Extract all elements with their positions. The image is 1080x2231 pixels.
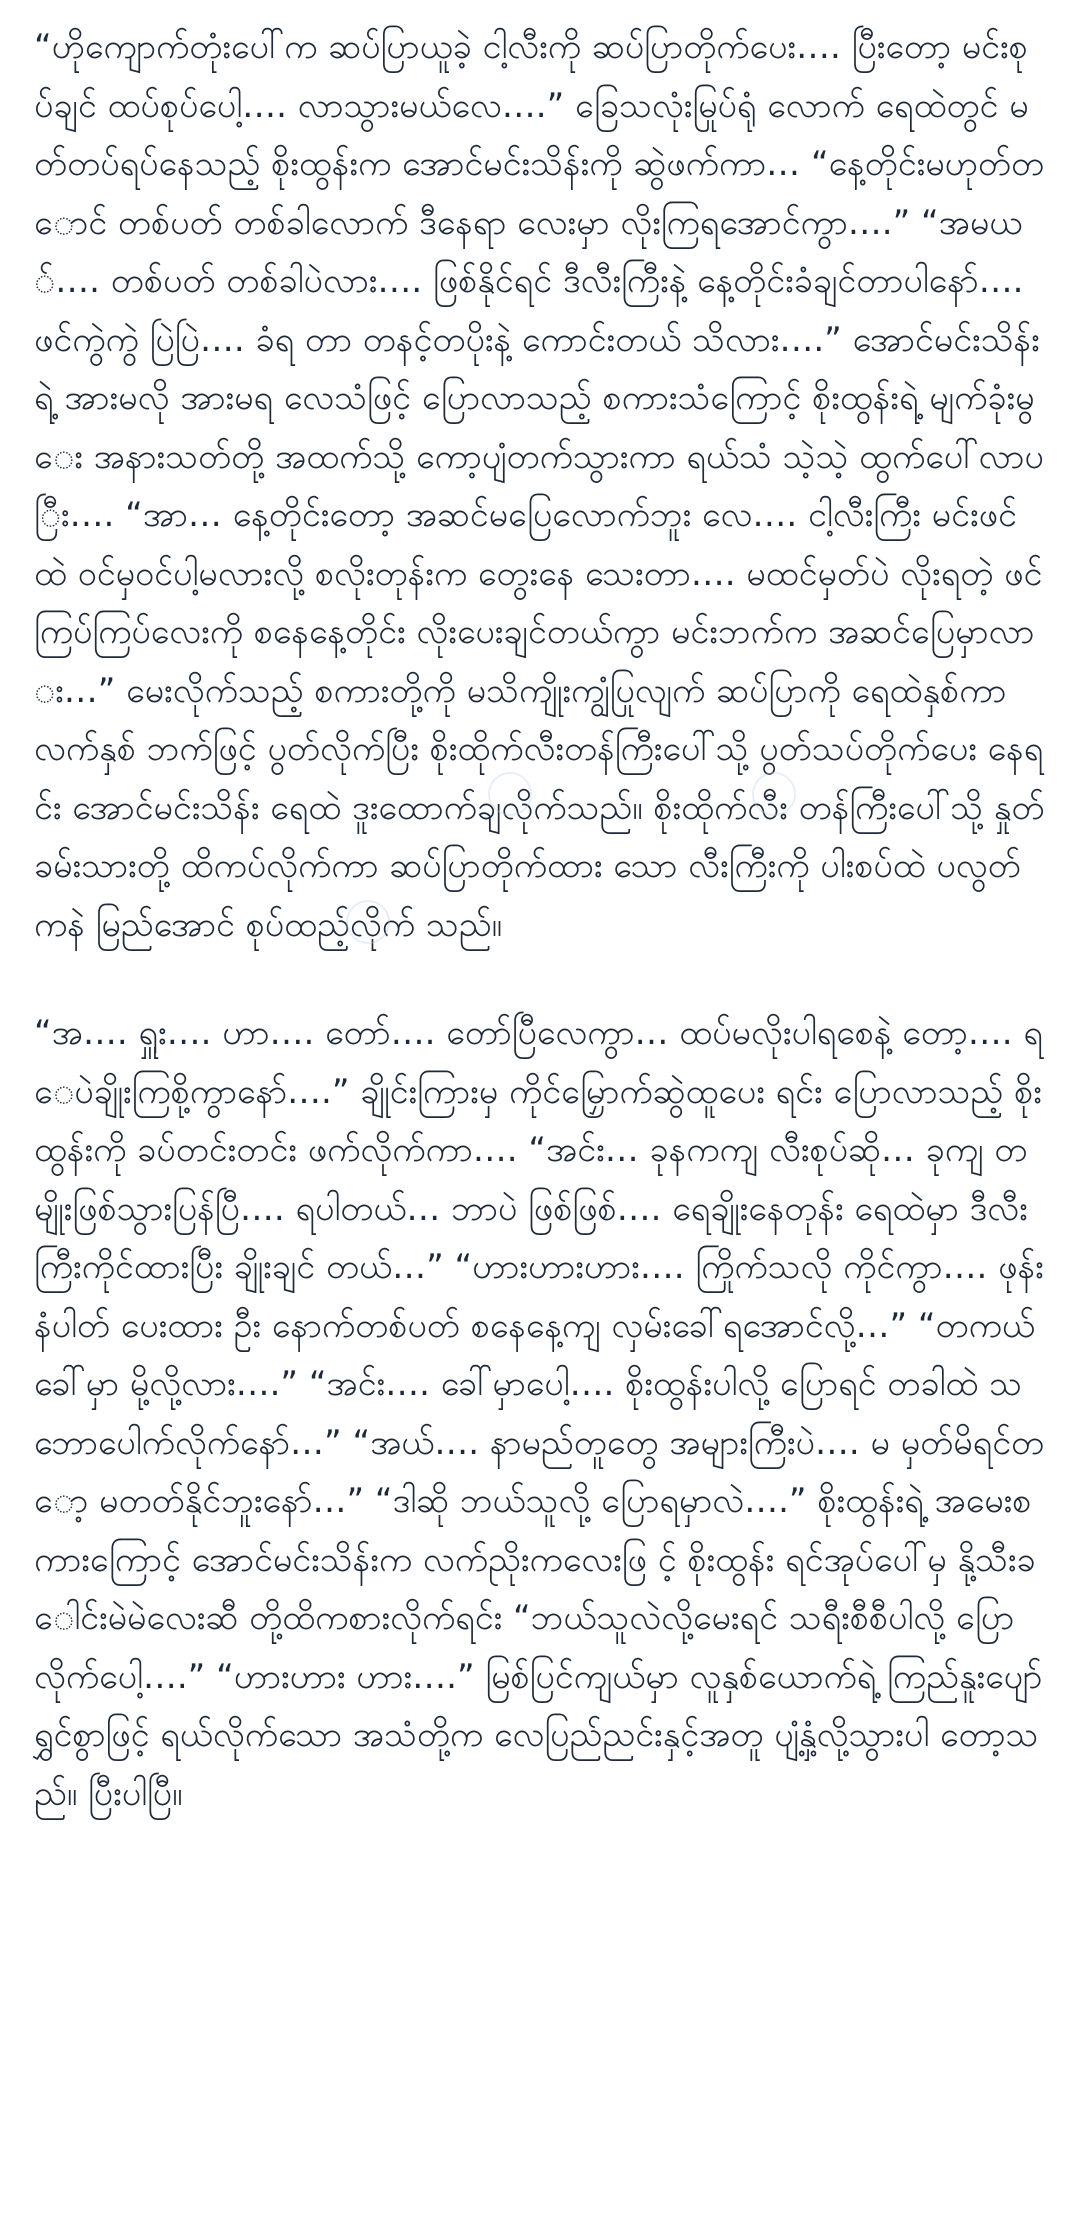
story-paragraph-2: “အ…. ရှူး…. ဟာ…. တော်…. တော်ပြီလေကွာ… ထပ်မလိုးပါရစေနဲ့ တော့…. ရေပဲချိုးကြစို့ကွာနော်….” ချိုင်းကြားမှ ကိုင်မြှောက်ဆွဲထူပေး ရင်း ပြောလာသည့် စိုးထွန်းကို ခပ်တင်းတင်း ဖက်လိုက်ကာ…. “အင်း… ခုနကကျ လီးစုပ်ဆို… ခုကျ တမျိုးဖြစ်သွားပြန်ပြီ…. ရပါတယ်… ဘာပဲ ဖြစ်ဖြစ်…. ရေချိုးနေတုန်း ရေထဲမှာ ဒီလီးကြီးကိုင်ထားပြီး ချိုးချင် တယ်…” “ဟားဟားဟား…. ကြိုက်သလို ကိုင်ကွာ…. ဖုန်းနံပါတ် ပေးထား ဦး နောက်တစ်ပတ် စနေနေ့ကျ လှမ်းခေါ်ရအောင်လို့…” “တကယ်ခေါ်မှာ မို့လို့လား….” “အင်း…. ခေါ်မှာပေါ့…. စိုးထွန်းပါလို့ ပြောရင် တခါထဲ သဘောပေါက်လိုက်နော်…” “အယ်…. နာမည်တူတွေ အများကြီးပဲ…. မ မှတ်မိရင်တော့ မတတ်နိုင်ဘူးနော်…” “ဒါဆို ဘယ်သူလို့ ပြောရမှာလဲ….” စိုးထွန်းရဲ့ အမေးစကားကြောင့် အောင်မင်းသိန်းက လက်ညိုးကလေးဖြ င့် စိုးထွန်း ရင်အုပ်ပေါ်မှ နို့သီးခေါင်းမဲမဲလေးဆီ တို့ထိကစားလိုက်ရင်း “ဘယ်သူလဲလို့မေးရင် သရီးစီစီပါလို့ ပြောလိုက်ပေါ့….” “ဟားဟား ဟား….” မြစ်ပြင်ကျယ်မှာ လူနှစ်ယောက်ရဲ့ ကြည်နူးပျော်ရွှင်စွာဖြင့် ရယ်လိုက်သော အသံတို့က လေပြည်ညင်းနှင့်အတူ ပျံ့နှံ့လို့သွားပါ တော့သည်။ ပြီးပါပြီ။ bbox=[34, 1013, 1045, 1814]
watermark-circle-icon bbox=[752, 772, 796, 816]
watermark-circle-icon bbox=[488, 772, 532, 816]
story-paragraph-1: “ဟိုကျောက်တုံးပေါ်က ဆပ်ပြာယူခဲ့ ငါ့လီးကို ဆပ်ပြာတိုက်ပေး…. ပြီးတော့ မင်းစုပ်ချင် ထပ်စုပ်ပေါ့…. လာသွားမယ်လေ….” ခြေသလုံးမြုပ်ရုံ လောက် ရေထဲတွင် မတ်တပ်ရပ်နေသည့် စိုးထွန်းက အောင်မင်းသိန်းကို ဆွဲဖက်ကာ… “နေ့တိုင်းမဟုတ်တောင် တစ်ပတ် တစ်ခါလောက် ဒီနေရာ လေးမှာ လိုးကြရအောင်ကွာ….” “အမယ်…. တစ်ပတ် တစ်ခါပဲလား…. ဖြစ်နိုင်ရင် ဒီလီးကြီးနဲ့ နေ့တိုင်းခံချင်တာပါနော်…. ဖင်ကွဲကွဲ ပြဲပြဲ…. ခံရ တာ တနင့်တပိုးနဲ့ ကောင်းတယ် သိလား….” အောင်မင်းသိန်းရဲ့ အားမလို အားမရ လေသံဖြင့် ပြောလာသည့် စကားသံကြောင့် စိုးထွန်းရဲ့ မျက်ခုံးမွေး အနားသတ်တို့ အထက်သို့ ကော့ပျံတက်သွားကာ ရယ်သံ သဲ့သဲ့ ထွက်ပေါ်လာပြီး…. “အာ… နေ့တိုင်းတော့ အဆင်မပြေလောက်ဘူး လေ…. ငါ့လီးကြီး မင်းဖင်ထဲ ဝင်မှဝင်ပါ့မလားလို့ စလိုးတုန်းက တွေးနေ သေးတာ…. မထင်မှတ်ပဲ လိုးရတဲ့ ဖင်ကြပ်ကြပ်လေးကို စနေနေ့တိုင်း လိုးပေးချင်တယ်ကွာ မင်းဘက်က အဆင်ပြေမှာလား…” မေးလိုက်သည့် စကားတို့ကို မသိကျိုးကျွံပြုလျက် ဆပ်ပြာကို ရေထဲနှစ်ကာ လက်နှစ် ဘက်ဖြင့် ပွတ်လိုက်ပြီး စိုးထိုက်လီးတန်ကြီးပေါ်သို့ ပွတ်သပ်တိုက်ပေး နေရင်း အောင်မင်းသိန်း ရေထဲ ဒူးထောက်ချလိုက်သည်။ စိုးထိုက်လီး တန်ကြီးပေါ်သို့ နှုတ်ခမ်းသားတို့ ထိကပ်လိုက်ကာ ဆပ်ပြာတိုက်ထား သော လီးကြီးကို ပါးစပ်ထဲ ပလွတ်ကနဲ မြည်အောင် စုပ်ထည့်လိုက် သည်။ bbox=[34, 27, 1045, 945]
watermark-circle-icon bbox=[346, 900, 390, 944]
